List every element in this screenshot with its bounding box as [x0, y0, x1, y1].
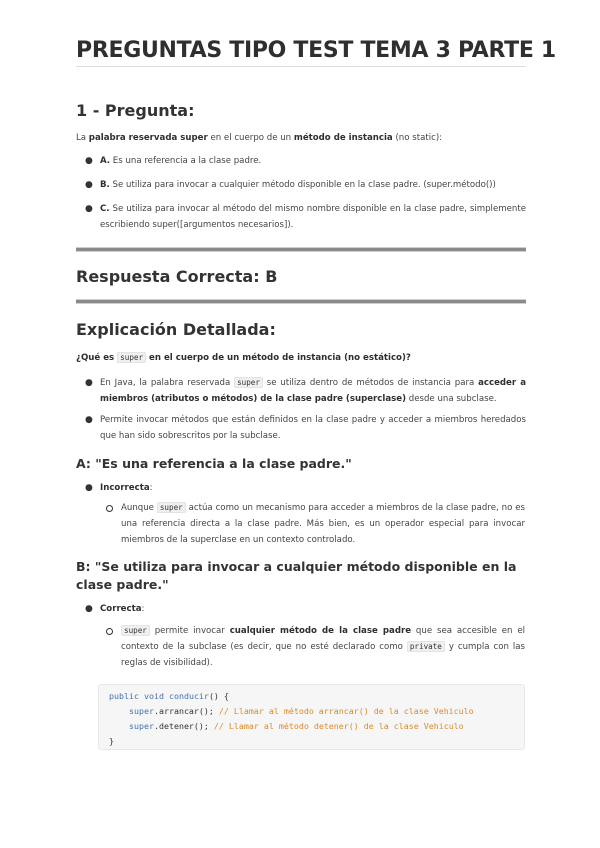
bullet-icon: ●	[85, 204, 93, 214]
section-divider	[76, 247, 526, 252]
bullet-icon: ●	[85, 156, 93, 166]
option-a-analysis-heading: A: "Es una referencia a la clase padre."	[76, 456, 352, 471]
explanation-heading: Explicación Detallada:	[76, 320, 276, 339]
explanation-point-1: En Java, la palabra reservada super se utiliza dentro de métodos de instancia para acceder a miembros (atributos o métodos) de la clase padre (superclase) desde una subclase.	[100, 378, 526, 404]
code-block: public void conducir() { super.arrancar(); // Llamar al método arrancar() de la clase Vehiculo super.detener(); // Llamar al método detener() de la clase Vehiculo }	[98, 684, 525, 750]
section-divider	[76, 299, 526, 304]
option-b-analysis-heading: B: "Se utiliza para invocar a cualquier método disponible en la clase padre."	[76, 559, 517, 592]
circle-bullet-icon	[106, 505, 113, 512]
bullet-icon: ●	[85, 604, 93, 614]
bullet-icon: ●	[85, 483, 93, 493]
explanation-point-2: Permite invocar métodos que están definidos en la clase padre y acceder a miembros heredados que han sido sobrescritos por la subclase.	[100, 415, 526, 441]
answer-heading: Respuesta Correcta: B	[76, 267, 278, 286]
bullet-icon: ●	[85, 180, 93, 190]
question-stem: La palabra reservada super en el cuerpo de un método de instancia (no static):	[76, 133, 443, 143]
option-a-detail: Aunque super actúa como un mecanismo para acceder a miembros de la clase padre, no es una referencia directa a la clase padre. Más bien, es un operador especial para invocar miembros de la superclase en un contexto controlado.	[121, 503, 525, 545]
page-title: PREGUNTAS TIPO TEST TEMA 3 PARTE 1	[76, 38, 556, 63]
option-a: A. Es una referencia a la clase padre.	[100, 156, 262, 166]
explanation-subheading: ¿Qué es super en el cuerpo de un método de instancia (no estático)?	[76, 353, 411, 363]
option-c: C. Se utiliza para invocar al método del mismo nombre disponible en la clase padre, simplemente escribiendo super([argumentos necesarios]).	[100, 204, 526, 230]
option-b: B. Se utiliza para invocar a cualquier método disponible en la clase padre. (super.método())	[100, 180, 496, 190]
option-b-detail: super permite invocar cualquier método de la clase padre que sea accesible en el contexto de la subclase (es decir, que no esté declarado como private y cumpla con las reglas de visibilidad).	[121, 626, 525, 668]
option-b-verdict: Correcta:	[100, 604, 145, 614]
question-heading: 1 - Pregunta:	[76, 101, 195, 120]
title-divider	[76, 66, 526, 67]
bullet-icon: ●	[85, 415, 93, 425]
bullet-icon: ●	[85, 378, 93, 388]
circle-bullet-icon	[106, 628, 113, 635]
option-a-verdict: Incorrecta:	[100, 483, 153, 493]
